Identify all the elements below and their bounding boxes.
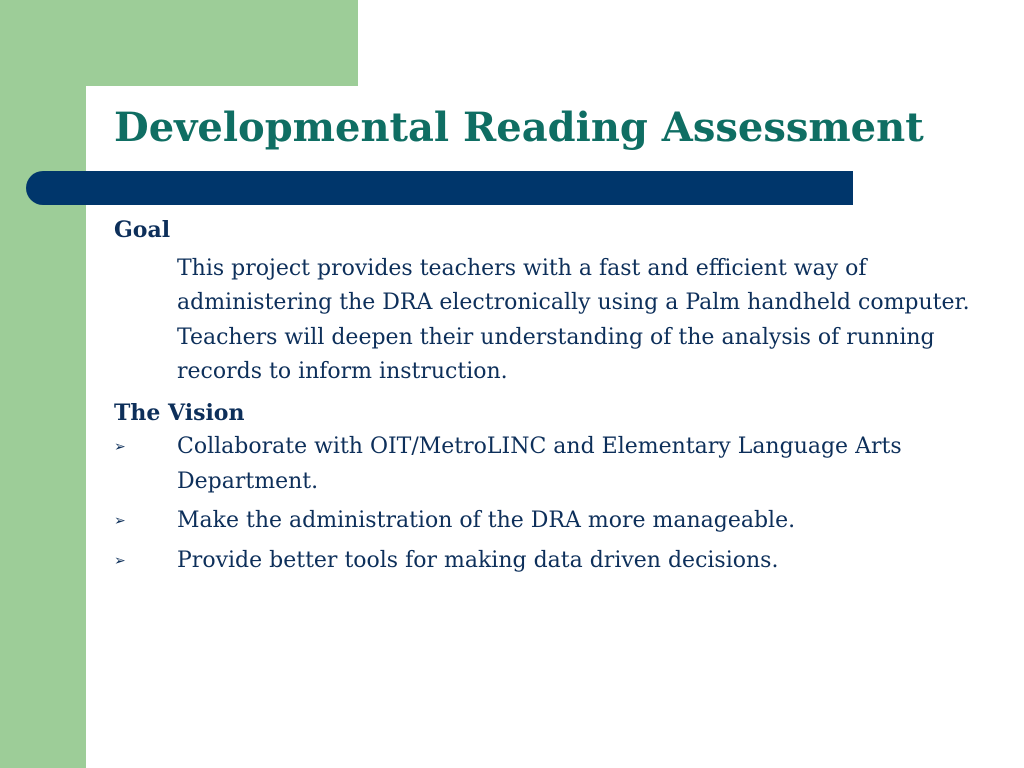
arrow-bullet-icon: ➢	[114, 552, 126, 569]
green-top-band	[0, 0, 358, 86]
vision-heading: The Vision	[114, 399, 245, 426]
title-underline-bar	[26, 171, 853, 205]
vision-bullet	[114, 504, 1004, 539]
arrow-bullet-icon: ➢	[114, 439, 126, 455]
green-side-band	[0, 0, 86, 768]
arrow-bullet-icon: ➢	[114, 513, 126, 529]
vision-bullet-text: Collaborate with OIT/MetroLINC and Elementary Language Arts Department.	[177, 434, 902, 494]
vision-bullet-text: Provide better tools for making data driven decisions.	[177, 547, 779, 573]
slide-title: Developmental Reading Assessment	[114, 104, 924, 151]
vision-bullet-text: Make the administration of the DRA more manageable.	[177, 508, 796, 533]
vision-bullet	[114, 544, 1004, 579]
slide-body	[114, 213, 1004, 583]
vision-bullet	[114, 430, 1004, 499]
goal-paragraph: This project provides teachers with a fast and efficient way of administering the DRA electronically using a Palm handheld computer. Teachers will deepen their understanding of the analysis of running records to inform instruction.	[177, 255, 970, 384]
goal-heading: Goal	[114, 217, 171, 243]
